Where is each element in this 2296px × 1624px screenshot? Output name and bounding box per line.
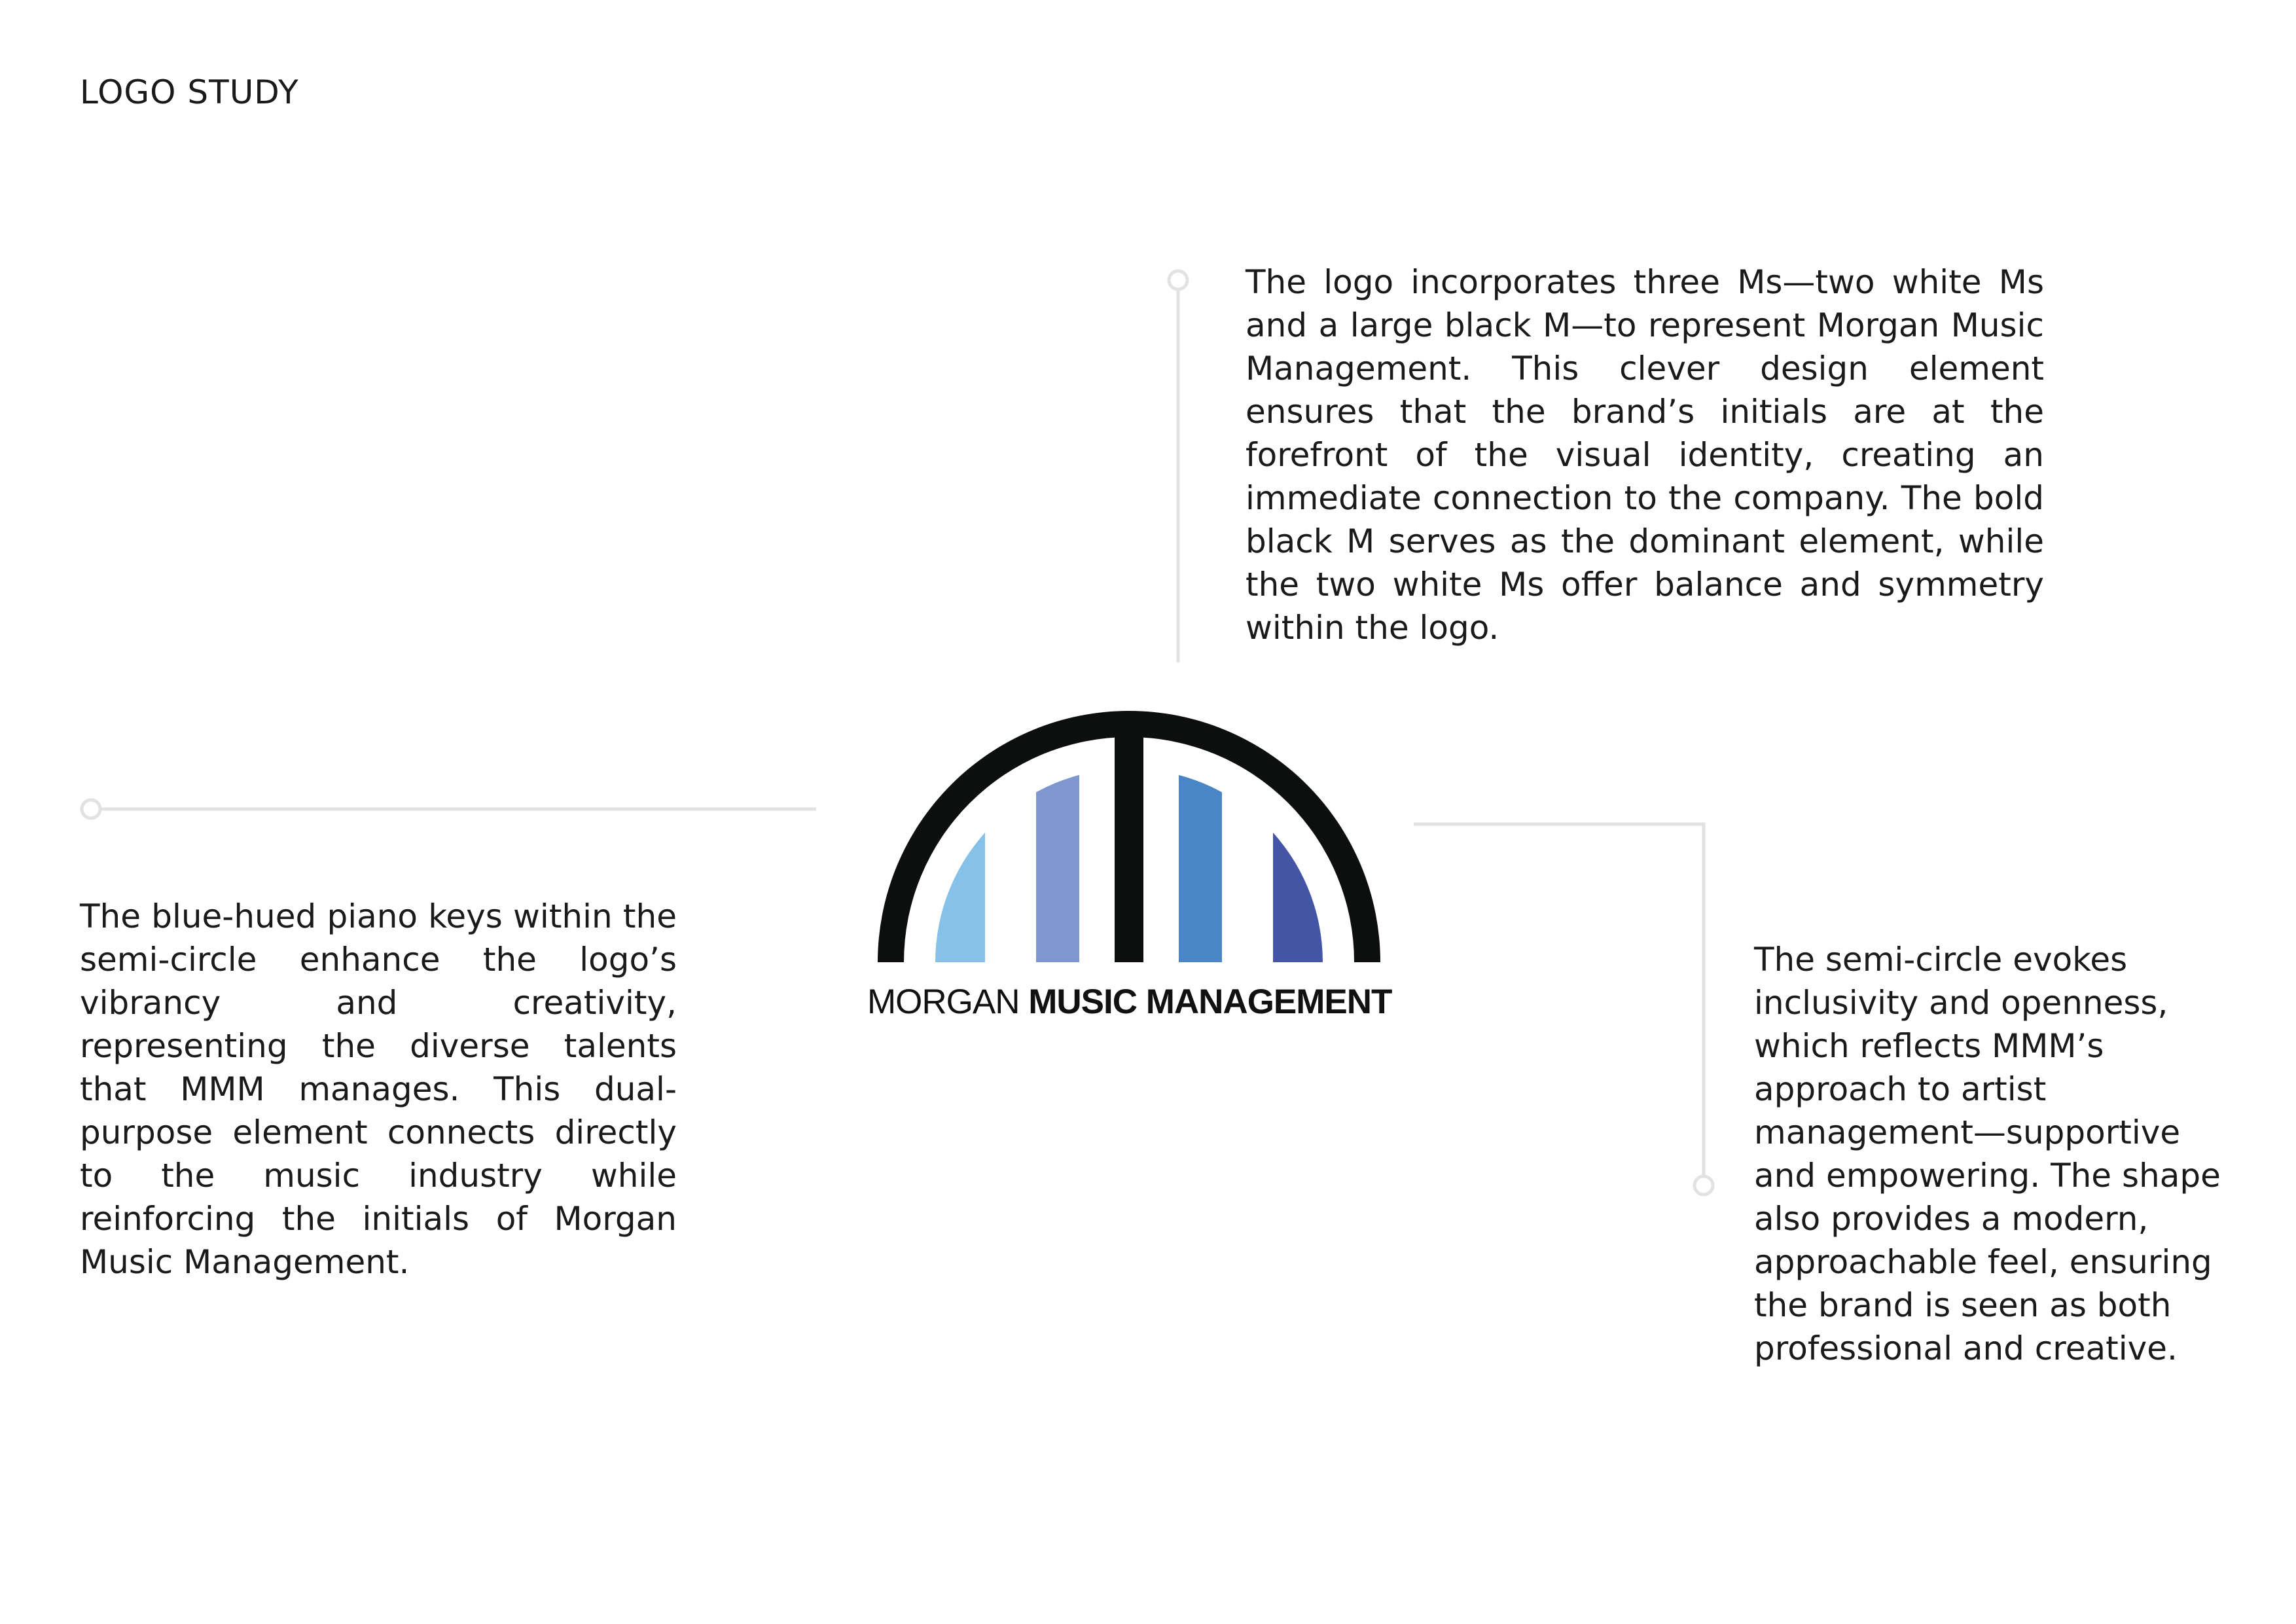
left-connector-dot (82, 800, 100, 818)
mmm-logo (867, 707, 1391, 969)
logo-wordmark (867, 982, 1391, 1022)
logo-mark (867, 707, 1391, 969)
wordmark-morgan: MORGAN (867, 983, 1020, 1021)
page-title: LOGO STUDY (80, 73, 299, 111)
description-three-ms: The logo incorporates three Ms—two white Ms and a large black M—to represent Morgan Music Management. This clever design element ensures that the brand’s initials are at the forefront of the visual identity, creating an immediate connection to the company. The bold black M serves as the dominant element, while the two white Ms offer balance and symmetry within the logo. (1246, 263, 2044, 647)
black-m-stem (1115, 712, 1143, 962)
description-piano-keys: The blue-hued piano keys within the semi-circle enhance the logo’s vibrancy and creativity, representing the diverse talents that MMM manages. This dual-purpose element connects directly to the music industry while reinforcing the initials of Morgan Music Management. (80, 897, 677, 1281)
description-semi-circle: The semi-circle evokes inclusivity and openness, which reflects MMM’s approach to artist management—supportive and empowering. The shape also provides a modern, approachable feel, ensuring the brand is seen as both professional and creative. (1754, 941, 2221, 1367)
right-connector-dot (1695, 1176, 1713, 1195)
wordmark-music-management: MUSIC MANAGEMENT (1028, 983, 1392, 1021)
top-connector-dot (1169, 271, 1187, 289)
right-connector-line (1414, 824, 1704, 1176)
